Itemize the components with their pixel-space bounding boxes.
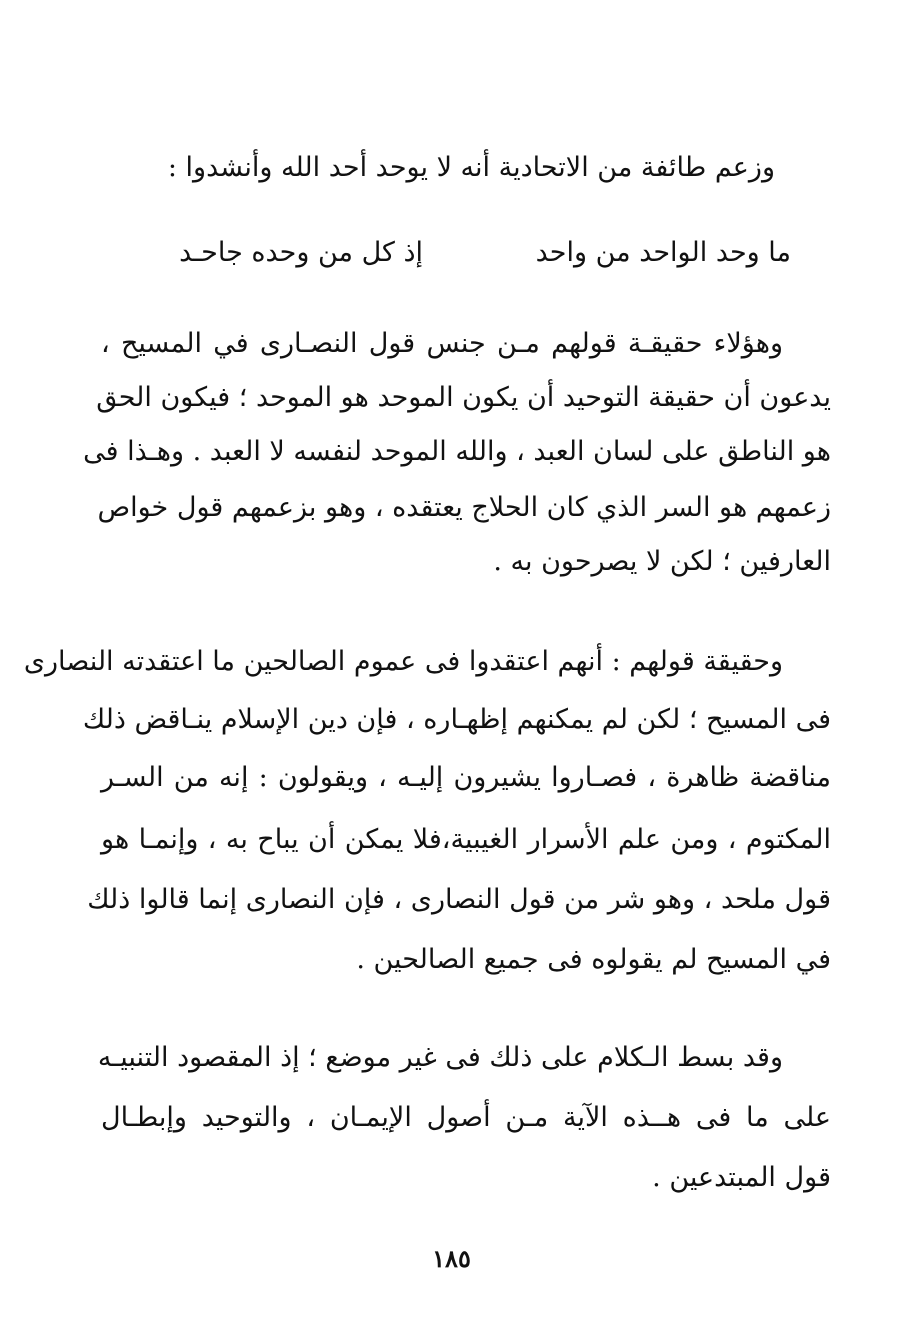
paragraph-1-line-4: زعمهم هو السر الذي كان الحلاج يعتقده ، وهو بزعمهم قول خواص (97, 492, 831, 523)
intro-line: وزعم طائفة من الاتحادية أنه لا يوحد أحد الله وأنشدوا : (167, 152, 775, 183)
verse-second-hemistich: إذ كل من وحده جاحـد (179, 237, 423, 268)
paragraph-2-line-4: المكتوم ، ومن علم الأسرار الغيبية،فلا يمكن أن يباح به ، وإنمـا هو (101, 824, 831, 855)
paragraph-2-line-5: قول ملحد ، وهو شر من قول النصارى ، فإن النصارى إنما قالوا ذلك (87, 884, 831, 915)
paragraph-2-line-1: وحقيقة قولهم : أنهم اعتقدوا فى عموم الصالحين ما اعتقدته النصارى (23, 646, 783, 677)
page-number: ١٨٥ (432, 1244, 471, 1273)
verse-first-hemistich: ما وحد الواحد من واحد (535, 237, 791, 268)
paragraph-1-line-3: هو الناطق على لسان العبد ، والله الموحد لنفسه لا العبد . وهـذا فى (83, 436, 831, 467)
paragraph-2-line-2: فى المسيح ؛ لكن لم يمكنهم إظهـاره ، فإن دين الإسلام ينـاقض ذلك (82, 704, 831, 735)
paragraph-3-line-3: قول المبتدعين . (652, 1162, 831, 1193)
paragraph-2-line-6: في المسيح لم يقولوه فى جميع الصالحين . (356, 944, 831, 975)
paragraph-1-line-1: وهؤلاء حقيقـة قولهم مـن جنس قول النصـارى في المسيح ، (101, 328, 783, 359)
paragraph-2-line-3: مناقضة ظاهرة ، فصـاروا يشيرون إليـه ، ويقولون : إنه من السـر (101, 762, 831, 793)
paragraph-1-line-5: العارفين ؛ لكن لا يصرحون به . (493, 546, 831, 577)
paragraph-3-line-2: على ما فى هــذه الآية مـن أصول الإيمـان ، والتوحيد وإبطـال (101, 1102, 831, 1133)
paragraph-3-line-1: وقد بسط الـكلام على ذلك فى غير موضع ؛ إذ المقصود التنبيـه (97, 1042, 783, 1073)
paragraph-1-line-2: يدعون أن حقيقة التوحيد أن يكون الموحد هو الموحد ؛ فيكون الحق (96, 382, 831, 413)
